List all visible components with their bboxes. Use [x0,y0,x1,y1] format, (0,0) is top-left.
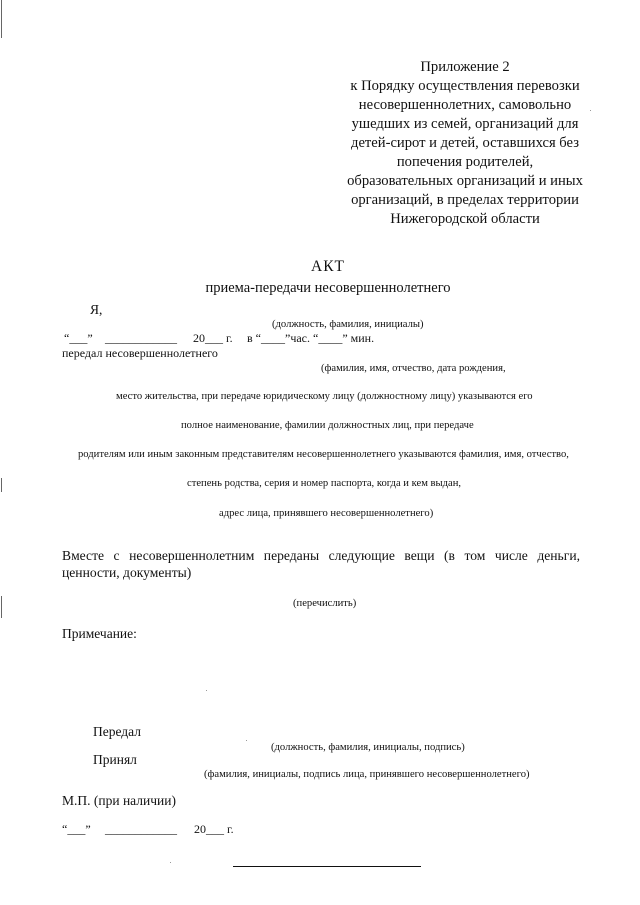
i-label: Я, [90,302,103,317]
scan-margin-mark [1,596,2,618]
items-paragraph: Вместе с несовершеннолетним переданы следующие вещи (в том числе деньги, ценности, документы) [62,548,580,580]
date-month-field[interactable]: ____________ [105,331,177,345]
hint-signature: (должность, фамилия, инициалы, подпись) [271,742,465,753]
scan-margin-mark [1,478,2,492]
scan-dot [170,862,171,863]
stamp-label: М.П. (при наличии) [62,793,176,808]
appendix-line: Нижегородской области [390,211,540,227]
scan-dot [206,690,207,691]
scan-margin-mark [1,0,2,38]
appendix-line: к Порядку осуществления перевозки [350,78,580,94]
appendix-line: несовершеннолетних, самовольно [358,97,572,113]
scan-dot [246,740,247,741]
bottom-year-field[interactable]: 20___ г. [194,822,234,836]
hint-residence: место жительства, при передаче юридическому лицу (должностному лицу) указываются его [116,391,533,402]
hint-fio-dob: (фамилия, имя, отчество, дата рождения, [321,363,506,374]
hint-kinship: степень родства, серия и номер паспорта, когда и кем выдан, [187,478,462,489]
hint-list: (перечислить) [293,598,357,609]
note-label: Примечание: [62,626,137,641]
handed-label: Передал [93,724,142,739]
time-field[interactable]: в “____”час. “____” мин. [247,331,375,345]
received-label: Принял [93,752,137,767]
act-subtitle: приема-передачи несовершеннолетнего [205,280,451,296]
bottom-day-field[interactable]: “___” [62,822,91,836]
bottom-divider-line [233,866,421,867]
hint-parents: родителям или иным законным представителям несовершеннолетнего указываются фамилия, имя, отчество, [78,449,569,460]
hint-address: адрес лица, принявшего несовершеннолетнего) [219,508,434,519]
transferred-label: передал несовершеннолетнего [62,346,218,360]
appendix-line: детей-сирот и детей, оставшихся без [351,135,579,151]
appendix-header [330,58,600,229]
appendix-line: ушедших из семей, организаций для [351,116,579,132]
date-quote-field[interactable]: “___” [64,331,93,345]
act-title: АКТ [311,258,345,275]
hint-receiver: (фамилия, инициалы, подпись лица, принявшего несовершеннолетнего) [204,769,530,780]
appendix-line: организаций, в пределах территории [351,192,579,208]
date-year-field[interactable]: 20___ г. [193,331,233,345]
appendix-line: Приложение 2 [420,59,510,75]
hint-position: (должность, фамилия, инициалы) [272,319,424,330]
bottom-month-field[interactable]: ____________ [105,822,177,836]
appendix-line: образовательных организаций и иных [347,173,583,189]
appendix-line: попечения родителей, [396,154,534,170]
hint-full-name: полное наименование, фамилии должностных лиц, при передаче [181,420,474,431]
